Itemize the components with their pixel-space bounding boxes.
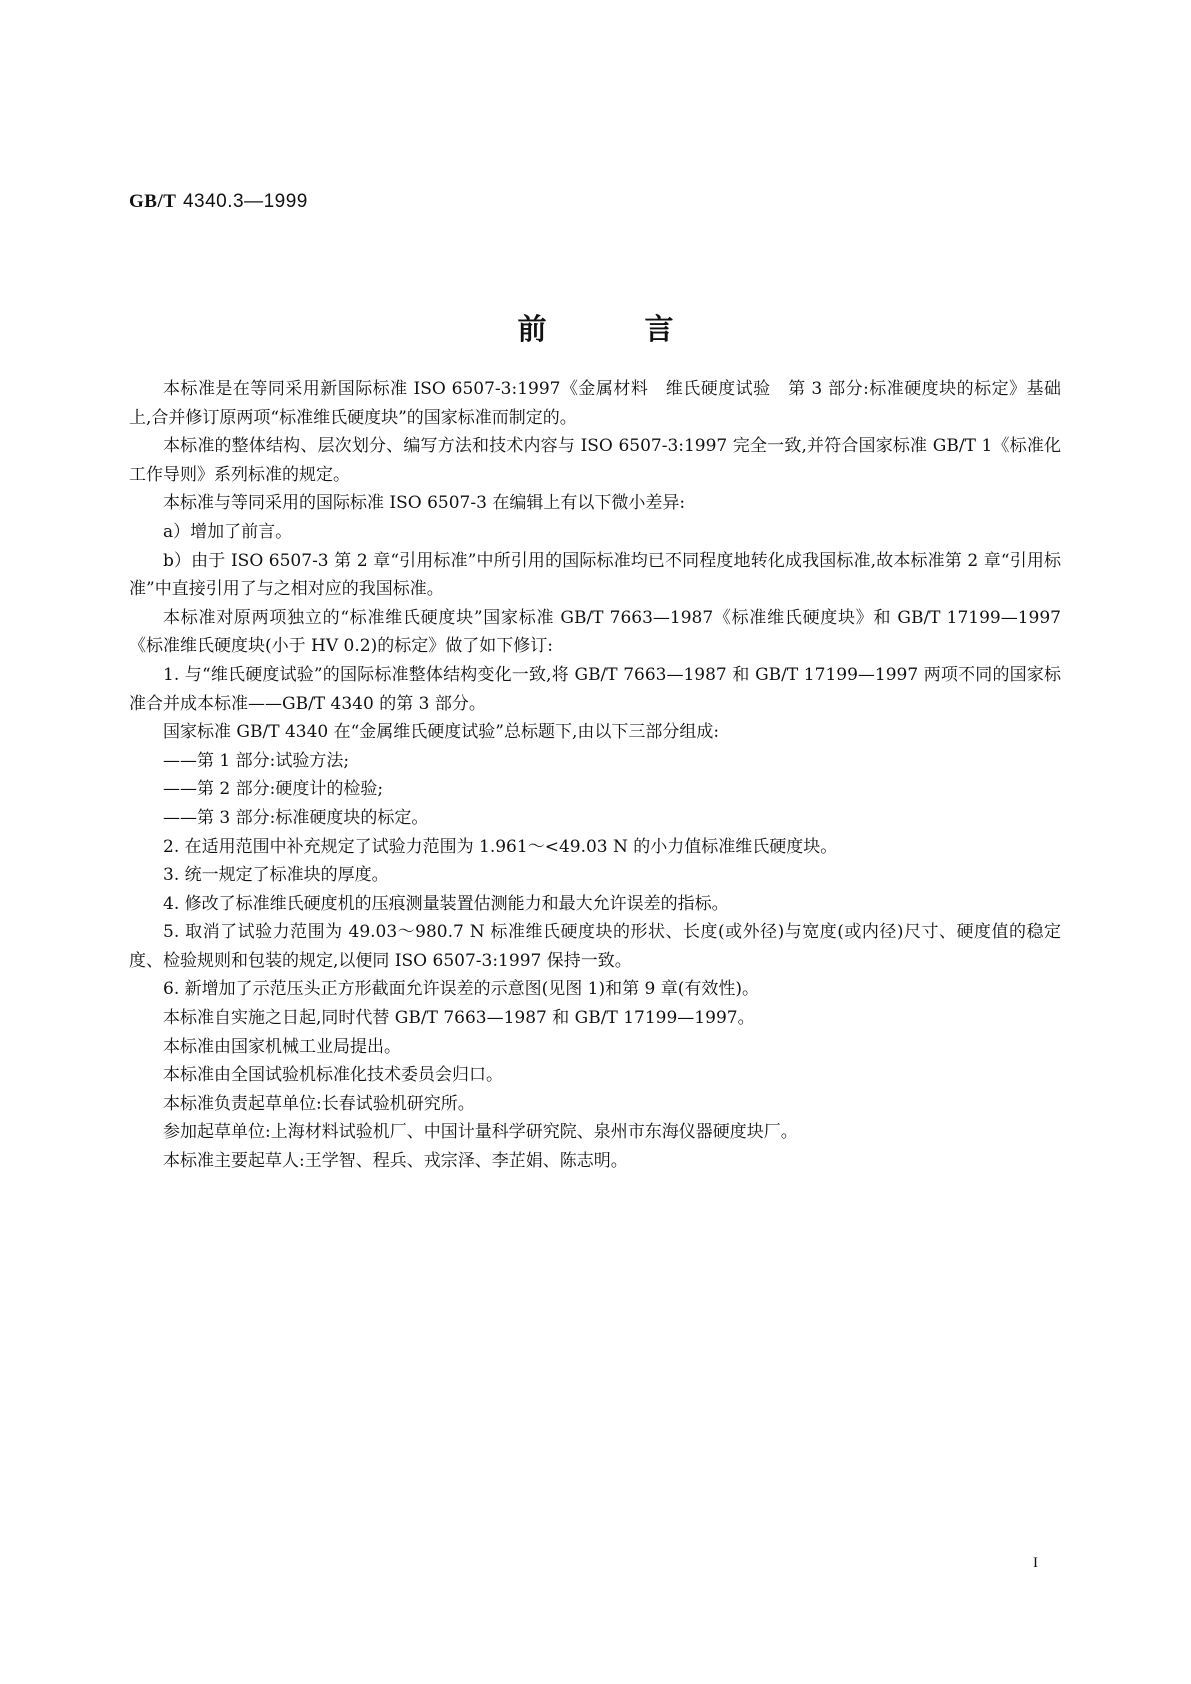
- standard-number: 4340.3—1999: [182, 191, 308, 212]
- list-item: b）由于 ISO 6507-3 第 2 章“引用标准”中所引用的国际标准均已不同程度地转化成我国标准,故本标准第 2 章“引用标准”中直接引用了与之相对应的我国标准。: [129, 550, 1061, 600]
- list-item: 3. 统一规定了标准块的厚度。: [163, 865, 389, 886]
- page-number: I: [1033, 1555, 1038, 1571]
- list-item: ——第 1 部分:试验方法;: [163, 750, 350, 771]
- paragraph: 本标准负责起草单位:长春试验机研究所。: [163, 1093, 475, 1114]
- list-item: 2. 在适用范围中补充规定了试验力范围为 1.961～<49.03 N 的小力值标准维氏硬度块。: [163, 836, 838, 857]
- paragraph: 本标准是在等同采用新国际标准 ISO 6507-3:1997《金属材料 维氏硬度试验 第 3 部分:标准硬度块的标定》基础上,合并修订原两项“标准维氏硬度块”的国家标准而制定的。: [129, 379, 1061, 428]
- list-item: ——第 2 部分:硬度计的检验;: [163, 779, 384, 800]
- foreword-body: [129, 375, 1061, 1176]
- list-item: 6. 新增加了示范压头正方形截面允许误差的示意图(见图 1)和第 9 章(有效性)。: [163, 979, 759, 1000]
- page-title: 前言: [517, 312, 772, 346]
- paragraph: 参加起草单位:上海材料试验机厂、中国计量科学研究院、泉州市东海仪器硬度块厂。: [163, 1122, 798, 1143]
- paragraph: 本标准与等同采用的国际标准 ISO 6507-3 在编辑上有以下微小差异:: [163, 493, 686, 514]
- standard-code: [129, 190, 308, 213]
- paragraph: 本标准的整体结构、层次划分、编写方法和技术内容与 ISO 6507-3:1997 完全一致,并符合国家标准 GB/T 1《标准化工作导则》系列标准的规定。: [129, 436, 1061, 485]
- paragraph: 本标准主要起草人:王学智、程兵、戎宗泽、李芷娟、陈志明。: [163, 1151, 628, 1172]
- list-item: ——第 3 部分:标准硬度块的标定。: [163, 807, 429, 828]
- standard-prefix: GB/T: [129, 191, 177, 212]
- list-item: 1. 与“维氏硬度试验”的国际标准整体结构变化一致,将 GB/T 7663—1987 和 GB/T 17199—1997 两项不同的国家标准合并成本标准——GB/T 4340 的第 3 部分。: [129, 664, 1061, 714]
- list-item: 5. 取消了试验力范围为 49.03～980.7 N 标准维氏硬度块的形状、长度(或外径)与宽度(或内径)尺寸、硬度值的稳定度、检验规则和包装的规定,以便同 ISO 6507-3:1997 保持一致。: [129, 922, 1061, 971]
- paragraph: 本标准由国家机械工业局提出。: [163, 1036, 401, 1057]
- paragraph: 本标准自实施之日起,同时代替 GB/T 7663—1987 和 GB/T 17199—1997。: [163, 1008, 755, 1029]
- paragraph: 本标准对原两项独立的“标准维氏硬度块”国家标准 GB/T 7663—1987《标准维氏硬度块》和 GB/T 17199—1997《标准维氏硬度块(小于 HV 0.2)的标定》做了如下修订:: [129, 607, 1061, 657]
- list-item: a）增加了前言。: [163, 521, 293, 542]
- list-item: 4. 修改了标准维氏硬度机的压痕测量装置估测能力和最大允许误差的指标。: [163, 893, 729, 914]
- paragraph: 本标准由全国试验机标准化技术委员会归口。: [163, 1065, 503, 1086]
- paragraph: 国家标准 GB/T 4340 在“金属维氏硬度试验”总标题下,由以下三部分组成:: [163, 722, 720, 743]
